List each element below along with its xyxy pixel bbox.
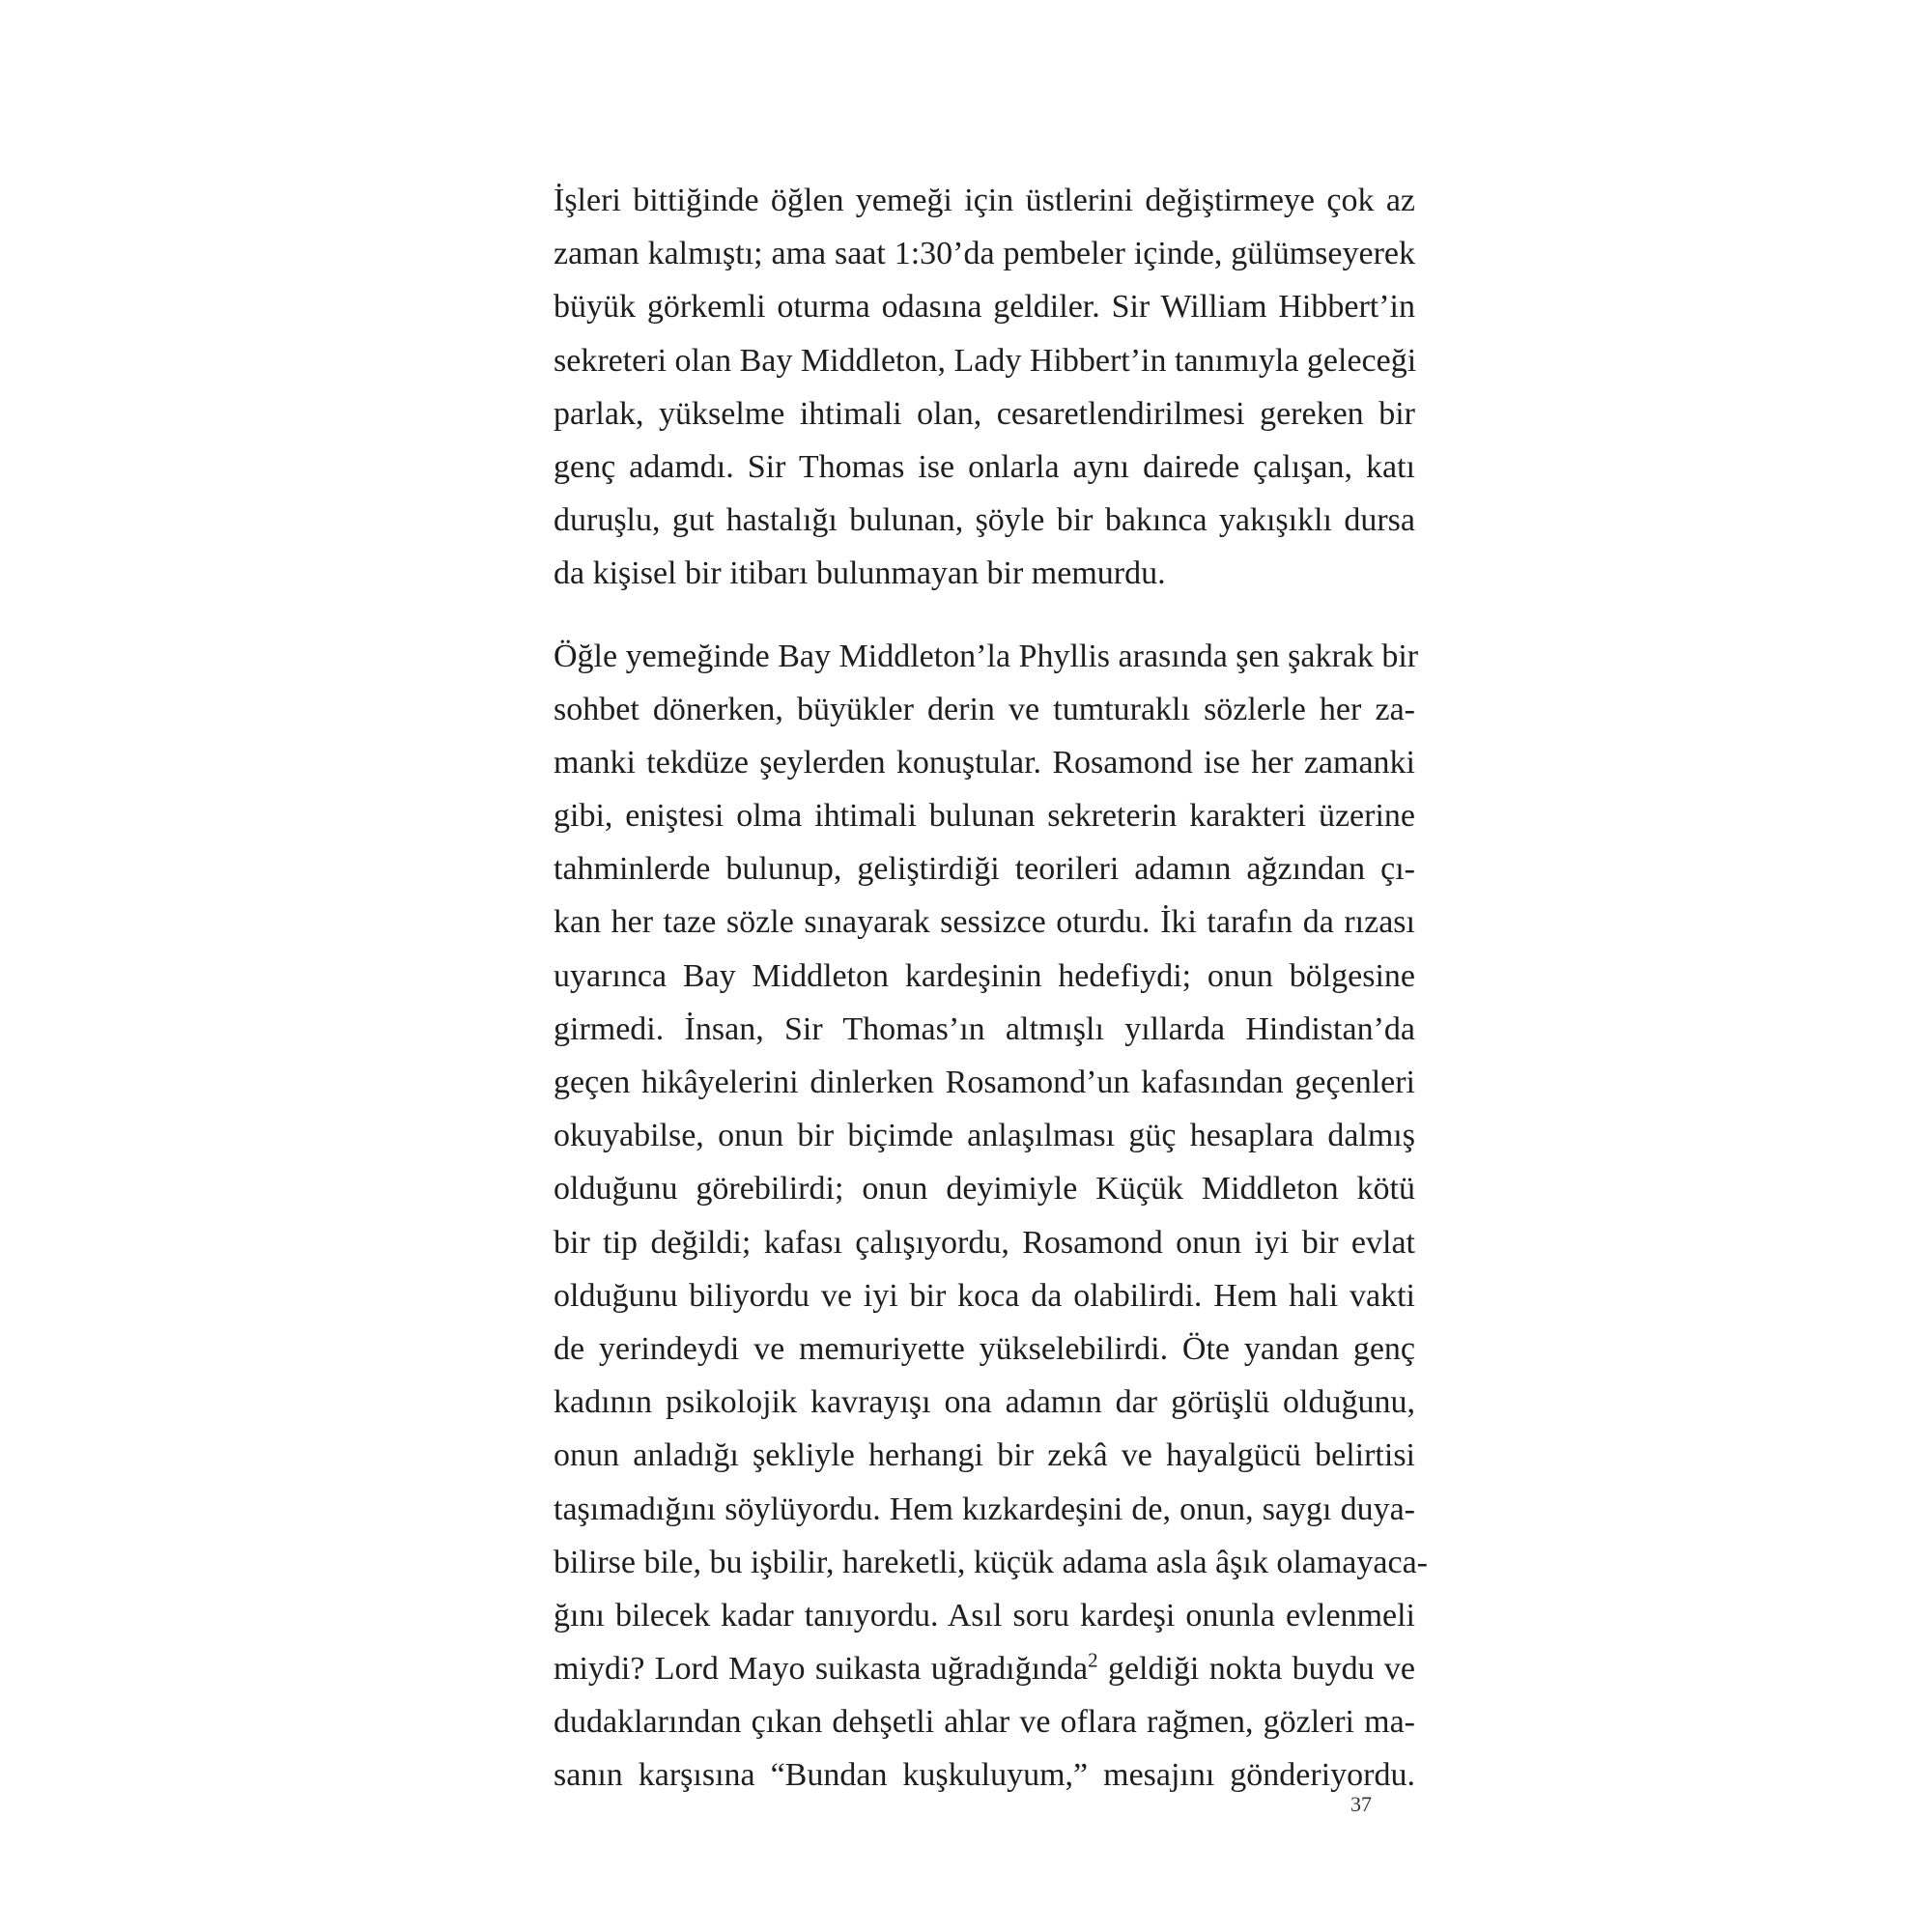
text-line: geçen hikâyelerini dinlerken Rosamond’un kafasından geçenleri [554,1065,1415,1100]
text-line: İşleri bittiğinde öğlen yemeği için üstlerini değiştirmeye çok az [554,183,1415,218]
text-line: kan her taze sözle sınayarak sessizce oturdu. İki tarafın da rızası [554,904,1415,941]
text-line: uyarınca Bay Middleton kardeşinin hedefiydi; onun bölgesine [554,957,1415,994]
text-line: ğını bilecek kadar tanıyordu. Asıl soru kardeşi onunla evlenmeli [554,1597,1415,1634]
text-line: bir tip değildi; kafası çalışıyordu, Rosamond onun iyi bir evlat [554,1224,1415,1261]
paragraph-1 [554,174,1415,601]
text-line: sanın karşısına “Bundan kuşkuluyum,” mesajını gönderiyordu. [554,1757,1415,1794]
text-line: duruşlu, gut hastalığı bulunan, şöyle bir bakınca yakışıklı dursa [554,502,1415,539]
footnote-line-end: geldiği nokta buydu ve [1097,1651,1415,1688]
text-line: zaman kalmıştı; ama saat 1:30’da pembeler içinde, gülümseyerek [554,236,1415,272]
text-line: olduğunu biliyordu ve iyi bir koca da olabilirdi. Hem hali vakti [554,1277,1415,1314]
text-line: Öğle yemeğinde Bay Middleton’la Phyllis arasında şen şakrak bir [554,638,1419,674]
text-line: onun anladığı şekliyle herhangi bir zekâ ve hayalgücü belirtisi [554,1437,1415,1474]
text-line: taşımadığını söylüyordu. Hem kızkardeşini de, onun, saygı duya- [554,1491,1415,1527]
text-line: genç adamdı. Sir Thomas ise onlarla aynı dairede çalışan, katı [554,448,1415,485]
text-line: de yerindeydi ve memuriyette yükselebilirdi. Öte yandan genç [554,1330,1415,1367]
text-line: parlak, yükselme ihtimali olan, cesaretlendirilmesi gereken bir [554,395,1415,432]
footnote-marker[interactable]: 2 [1088,1648,1098,1672]
text-line: tahminlerde bulunup, geliştirdiği teorileri adamın ağzından çı- [554,851,1415,888]
footnote-line-start: miydi? Lord Mayo suikasta uğradığında [554,1651,1089,1688]
text-line: manki tekdüze şeylerden konuştular. Rosamond ise her zamanki [554,744,1415,781]
text-line: girmedi. İnsan, Sir Thomas’ın altmışlı yıllarda Hindistan’da [554,1010,1415,1047]
text-line: sohbet dönerken, büyükler derin ve tumturaklı sözlerle her za- [554,691,1415,727]
text-line: okuyabilse, onun bir biçimde anlaşılması güç hesaplara dalmış [554,1118,1415,1154]
page-number: 37 [1350,1792,1372,1816]
text-line: olduğunu görebilirdi; onun deyimiyle Küçük Middleton kötü [554,1171,1415,1208]
text-line: sekreteri olan Bay Middleton, Lady Hibbert’in tanımıyla geleceği [554,342,1417,379]
paragraph-spacer [554,601,1415,630]
body-text [554,174,1428,1803]
text-line: kadının psikolojik kavrayışı ona adamın dar görüşlü olduğunu, [554,1384,1415,1421]
text-line: dudaklarından çıkan dehşetli ahlar ve oflara rağmen, gözleri ma- [554,1704,1415,1741]
text-line-with-footnote [554,1642,1415,1695]
text-line: da kişisel bir itibarı bulunmayan bir memurdu. [554,555,1166,592]
paragraph-2 [554,630,1428,1803]
text-line: gibi, eniştesi olma ihtimali bulunan sekreterin karakteri üzerine [554,798,1415,835]
text-line: büyük görkemli oturma odasına geldiler. Sir William Hibbert’in [554,289,1415,326]
text-line: bilirse bile, bu işbilir, hareketli, küçük adama asla âşık olamayaca- [554,1544,1428,1580]
